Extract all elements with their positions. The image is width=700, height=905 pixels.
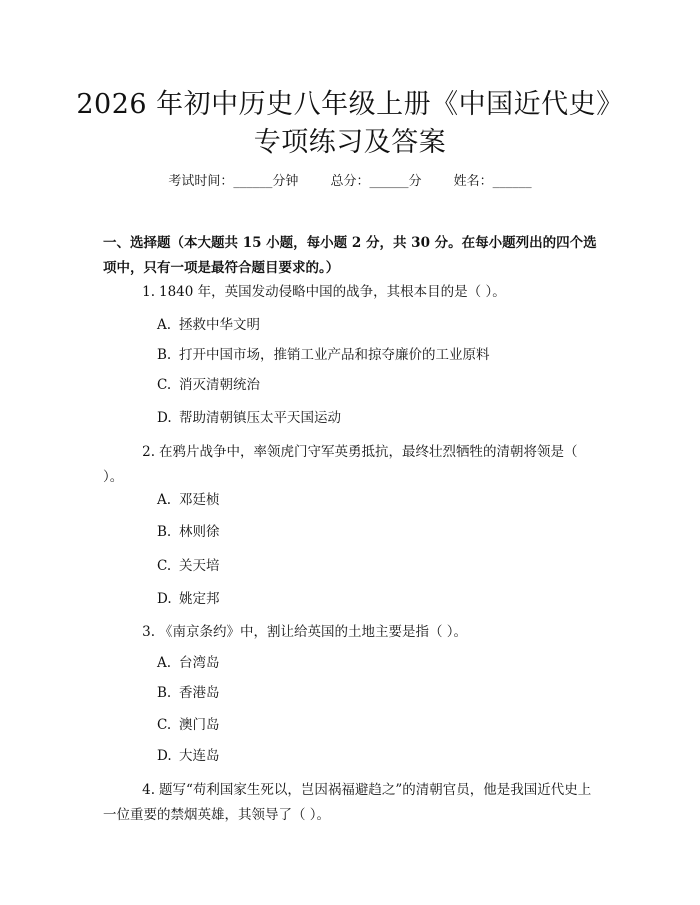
option-text: 消灭清朝统治 — [179, 377, 260, 393]
page-title-line1: 2026 年初中历史八年级上册《中国近代史》 — [76, 89, 624, 120]
option-text: 打开中国市场，推销工业产品和掠夺廉价的工业原料 — [179, 347, 490, 363]
question-stem: 1840 年，英国发动侵略中国的战争，其根本目的是（ ）。 — [159, 284, 506, 300]
option-c — [157, 715, 220, 735]
option-d — [157, 589, 220, 609]
option-a — [157, 490, 220, 510]
question-4 — [103, 778, 601, 828]
option-b — [157, 683, 220, 703]
option-letter: B. — [157, 347, 172, 363]
question-2 — [103, 440, 601, 490]
question-1 — [103, 280, 601, 305]
option-letter: A. — [157, 655, 172, 671]
total-score-field: 总分：______分 — [330, 174, 422, 189]
option-c — [157, 556, 220, 576]
option-letter: B. — [157, 524, 172, 540]
exam-time-field: 考试时间：______分钟 — [168, 174, 299, 189]
option-text: 邓廷桢 — [179, 492, 220, 508]
question-number: 2. — [142, 444, 155, 460]
option-letter: B. — [157, 685, 172, 701]
option-letter: C. — [157, 377, 172, 393]
option-text: 关天培 — [179, 558, 220, 574]
option-letter: A. — [157, 492, 172, 508]
option-b — [157, 345, 490, 365]
option-letter: C. — [157, 717, 172, 733]
option-a — [157, 315, 260, 335]
option-c — [157, 375, 260, 395]
student-name-field: 姓名：______ — [453, 174, 532, 189]
option-letter: D. — [157, 591, 172, 607]
question-stem: 题写“苟利国家生死以，岂因祸福避趋之”的清朝官员，他是我国近代史上一位重要的禁烟英雄，其领导了（ ）。 — [103, 782, 592, 823]
option-b — [157, 522, 220, 542]
question-number: 1. — [142, 284, 155, 300]
option-d — [157, 746, 220, 766]
option-text: 帮助清朝镇压太平天国运动 — [179, 410, 341, 426]
option-text: 大连岛 — [179, 748, 220, 764]
option-letter: D. — [157, 748, 172, 764]
option-letter: C. — [157, 558, 172, 574]
question-stem: 《南京条约》中，割让给英国的土地主要是指（ ）。 — [159, 624, 468, 640]
option-text: 林则徐 — [179, 524, 220, 540]
option-letter: D. — [157, 410, 172, 426]
option-text: 澳门岛 — [179, 717, 220, 733]
option-text: 拯救中华文明 — [179, 317, 260, 333]
section-heading: 一、选择题（本大题共 15 小题，每小题 2 分，共 30 分。在每小题列出的四个选项中，只有一项是最符合题目要求的。） — [103, 235, 597, 276]
option-text: 香港岛 — [179, 685, 220, 701]
exam-info — [0, 170, 700, 189]
page-title-line2: 专项练习及答案 — [253, 127, 447, 158]
option-a — [157, 653, 220, 673]
question-number: 4. — [142, 782, 155, 798]
question-number: 3. — [142, 624, 155, 640]
option-text: 台湾岛 — [179, 655, 220, 671]
question-stem: 在鸦片战争中，率领虎门守军英勇抵抗，最终壮烈牺牲的清朝将领是（ ）。 — [103, 444, 578, 485]
option-text: 姚定邦 — [179, 591, 220, 607]
option-letter: A. — [157, 317, 172, 333]
option-d — [157, 408, 341, 428]
question-3 — [103, 620, 601, 645]
